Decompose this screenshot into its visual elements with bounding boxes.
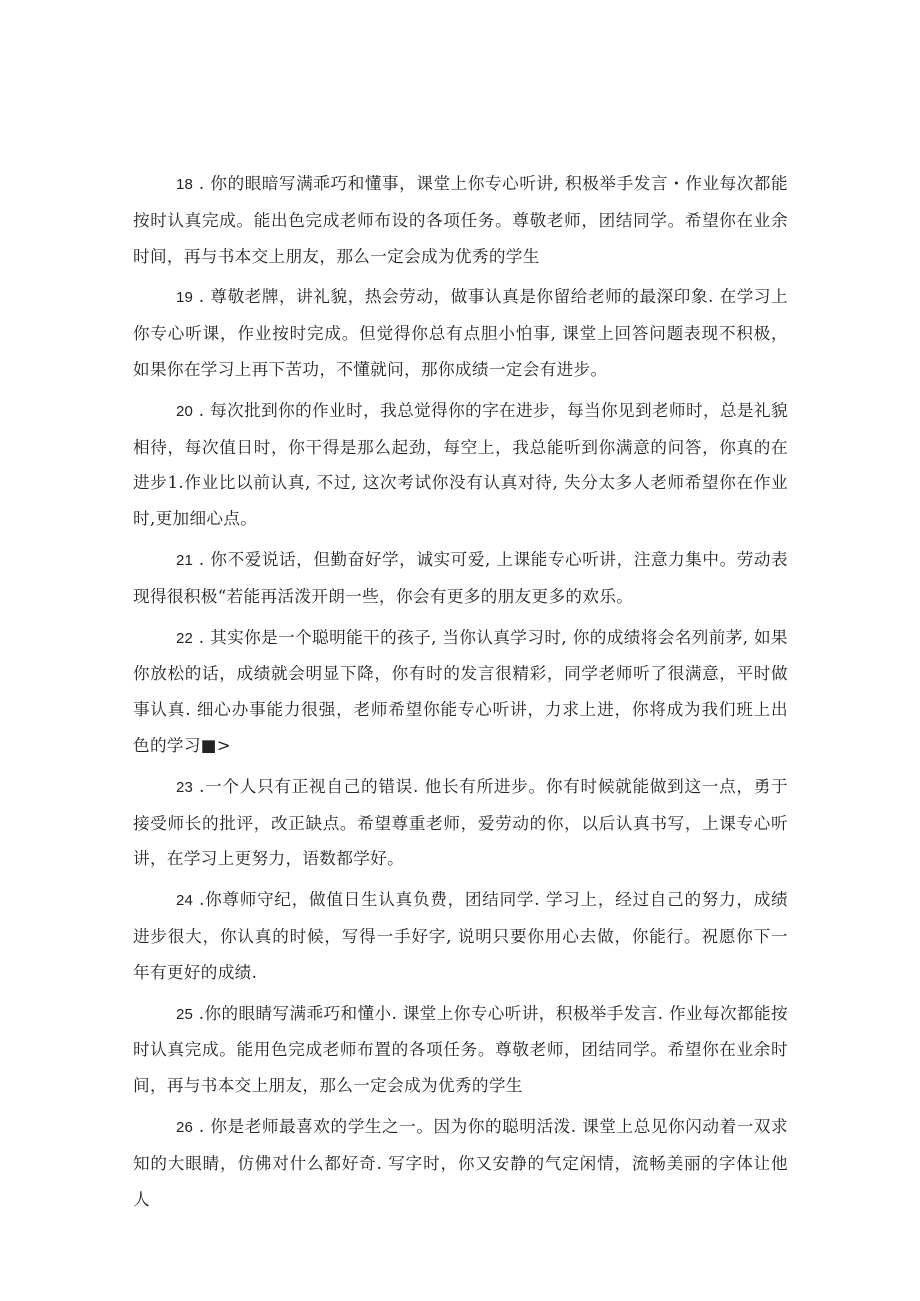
- paragraph-number: 19: [176, 289, 194, 307]
- paragraph-21: [133, 542, 788, 615]
- paragraph-20: [133, 393, 788, 537]
- paragraph-text: . 你的眼暗写满乖巧和懂事，课堂上你专心听讲, 积极举手发言・作业每次都能按时认真完成。能出色完成老师布设的各项任务。尊敬老师，团结同学。希望你在业余时间，再与书本交上朋友，那么一定会成为优秀的学生: [133, 174, 788, 266]
- paragraph-text: . 你是老师最喜欢的学生之一。因为你的聪明活泼. 课堂上总见你闪动着一双求知的大眼睛，仿佛对什么都好奇. 写字时，你又安静的气定闲情，流畅美丽的字体让他人: [133, 1116, 788, 1209]
- paragraph-text: .你尊师守纪，做值日生认真负费，团结同学. 学习上，经过自己的努力，成绩进步很大，你认真的时候，写得一手好字, 说明只要你用心去做，你能行。祝愿你下一年有更好的成绩.: [133, 890, 788, 982]
- paragraph-text: . 其实你是一个聪明能干的孩子, 当你认真学习时, 你的成绩将会名列前茅, 如果你放松的话，成绩就会明显下降，你有时的发言很精彩，同学老师听了很满意，平时做事认真. 细心办事能力很强，老师希望你能专心听讲，力求上进，你将成为我们班上出色的学习■>: [133, 627, 788, 755]
- paragraph-number: 23: [176, 778, 194, 796]
- paragraph-number: 22: [176, 629, 194, 647]
- paragraph-text: . 尊敬老牌，讲礼貌，热会劳动，做事认真是你留给老师的最深印象. 在学习上你专心听课，作业按时完成。但觉得你总有点胆小怕事, 课堂上回答问题表现不积极，如果你在学习上再下苦功，不懂就问，那你成绩一定会有进步。: [133, 287, 788, 379]
- paragraph-number: 21: [176, 551, 194, 569]
- paragraph-text: . 你不爱说话，但勤奋好学，诚实可爱, 上课能专心听讲，注意力集中。劳动表现得很积极“若能再活泼开朗一些，你会有更多的朋友更多的欢乐。: [133, 549, 788, 606]
- paragraph-26: [133, 1109, 788, 1217]
- paragraph-number: 24: [176, 892, 194, 910]
- document-body: [133, 166, 788, 1222]
- paragraph-number: 25: [176, 1005, 194, 1023]
- paragraph-text: .你的眼睛写满乖巧和懂小. 课堂上你专心听讲，积极举手发言. 作业每次都能按时认真完成。能用色完成老师布置的各项任务。尊敬老师，团结同学。希望你在业余时间，再与书本交上朋友，那么一定会成为优秀的学生: [133, 1003, 788, 1096]
- paragraph-text: . 每次批到你的作业时，我总觉得你的字在进步，每当你见到老师时，总是礼貌相待，每次值日时，你干得是那么起劲，每空上，我总能听到你满意的问答，你真的在进步1.作业比以前认真, 不过, 这次考试你没有认真对待, 失分太多人老师希望你在作业时,更加细心点。: [133, 400, 788, 529]
- paragraph-23: [133, 769, 788, 877]
- paragraph-text: .一个人只有正视自己的错误. 他长有所进步。你有时候就能做到这一点，勇于接受师长的批评，改正缺点。希望尊重老师，爱劳动的你，以后认真书写，上课专心听讲，在学习上更努力，语数都学好。: [133, 776, 788, 869]
- paragraph-number: 20: [176, 402, 194, 420]
- paragraph-18: [133, 166, 788, 274]
- paragraph-19: [133, 279, 788, 387]
- paragraph-22: [133, 620, 788, 764]
- paragraph-25: [133, 996, 788, 1104]
- paragraph-number: 18: [176, 176, 194, 193]
- paragraph-24: [133, 882, 788, 990]
- paragraph-number: 26: [176, 1118, 194, 1136]
